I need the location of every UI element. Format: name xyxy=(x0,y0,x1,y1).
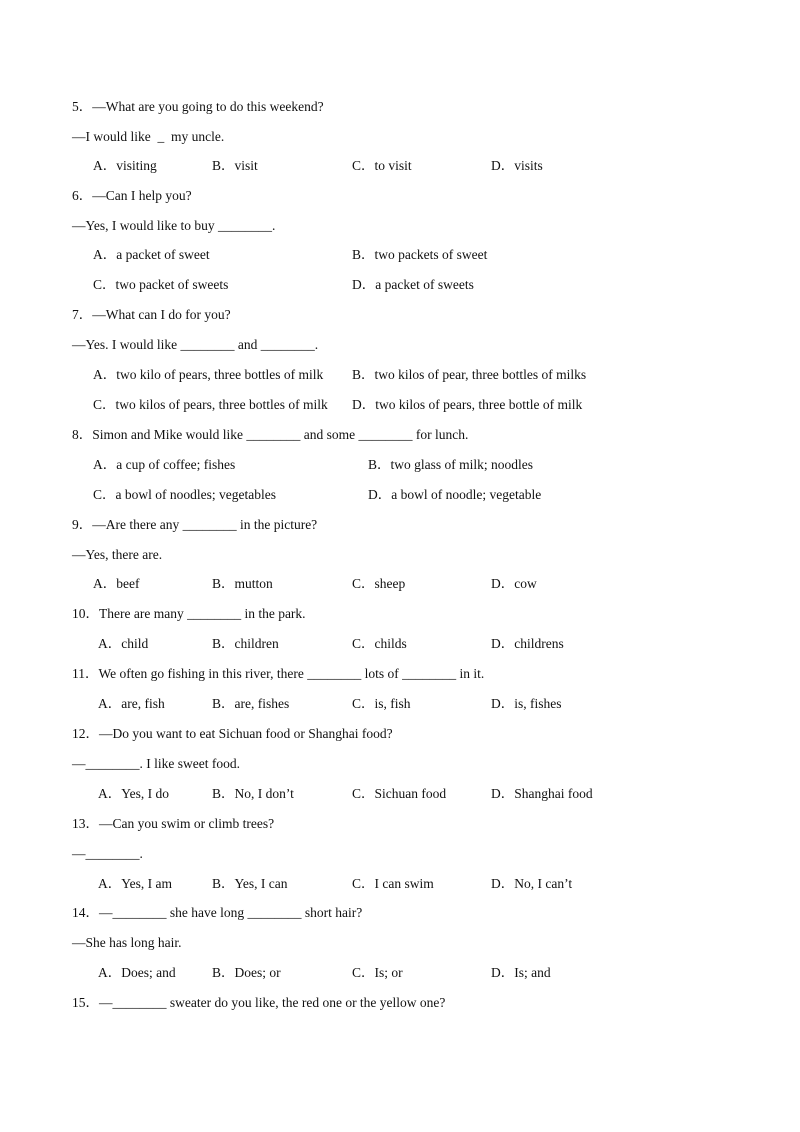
question-9-option-a: A．beef xyxy=(93,576,140,591)
question-5-stem: 5．—What are you going to do this weekend? xyxy=(72,99,324,114)
question-8-stem: 8．Simon and Mike would like ________ and some ________ for lunch. xyxy=(72,427,469,442)
question-10-option-d: D．childrens xyxy=(491,636,564,651)
question-8-option-d: D．a bowl of noodle; vegetable xyxy=(368,487,542,502)
question-14-stem: 14．—________ she have long ________ short hair? xyxy=(72,905,363,920)
question-8-option-a: A．a cup of coffee; fishes xyxy=(93,457,236,472)
question-7-option-c: C．two kilos of pears, three bottles of milk xyxy=(93,397,328,412)
question-14-option-d: D．Is; and xyxy=(491,965,551,980)
question-9-stem: 9．—Are there any ________ in the picture? xyxy=(72,517,318,532)
question-6-option-c: C．two packet of sweets xyxy=(93,277,229,292)
question-12-response: —________. I like sweet food. xyxy=(72,756,240,771)
question-10-option-a: A．child xyxy=(98,636,149,651)
question-10-stem: 10．There are many ________ in the park. xyxy=(72,606,306,621)
question-10-option-b: B．children xyxy=(212,636,279,651)
question-11-option-b: B．are, fishes xyxy=(212,696,290,711)
question-10-option-c: C．childs xyxy=(352,636,407,651)
question-8-option-c: C．a bowl of noodles; vegetables xyxy=(93,487,276,502)
question-12-option-b: B．No, I don’t xyxy=(212,786,294,801)
question-11-option-d: D．is, fishes xyxy=(491,696,562,711)
question-13-option-b: B．Yes, I can xyxy=(212,876,288,891)
question-13-stem: 13．—Can you swim or climb trees? xyxy=(72,816,275,831)
question-5-option-d: D．visits xyxy=(491,158,543,173)
question-9-response: —Yes, there are. xyxy=(72,547,163,562)
question-12-stem: 12．—Do you want to eat Sichuan food or Shanghai food? xyxy=(72,726,393,741)
question-9-option-d: D．cow xyxy=(491,576,537,591)
question-12-option-d: D．Shanghai food xyxy=(491,786,593,801)
question-9-option-c: C．sheep xyxy=(352,576,406,591)
question-14-option-c: C．Is; or xyxy=(352,965,403,980)
question-5-option-c: C．to visit xyxy=(352,158,412,173)
question-7-option-b: B．two kilos of pear, three bottles of milks xyxy=(352,367,587,382)
question-6-option-d: D．a packet of sweets xyxy=(352,277,474,292)
question-6-option-b: B．two packets of sweet xyxy=(352,247,488,262)
question-13-option-c: C．I can swim xyxy=(352,876,434,891)
question-14-option-a: A．Does; and xyxy=(98,965,176,980)
question-12-option-a: A．Yes, I do xyxy=(98,786,170,801)
question-13-response: —________. xyxy=(72,846,143,861)
question-5-response: —I would like _ my uncle. xyxy=(72,129,225,144)
question-13-option-a: A．Yes, I am xyxy=(98,876,173,891)
question-6-option-a: A．a packet of sweet xyxy=(93,247,210,262)
question-5-option-a: A．visiting xyxy=(93,158,157,173)
question-15-stem: 15．—________ sweater do you like, the red one or the yellow one? xyxy=(72,995,446,1010)
question-11-option-a: A．are, fish xyxy=(98,696,165,711)
question-8-option-b: B．two glass of milk; noodles xyxy=(368,457,533,472)
question-6-stem: 6．—Can I help you? xyxy=(72,188,192,203)
question-7-response: —Yes. I would like ________ and ________. xyxy=(72,337,319,352)
question-7-option-a: A．two kilo of pears, three bottles of milk xyxy=(93,367,324,382)
question-12-option-c: C．Sichuan food xyxy=(352,786,447,801)
question-7-option-d: D．two kilos of pears, three bottle of milk xyxy=(352,397,583,412)
question-6-response: —Yes, I would like to buy ________. xyxy=(72,218,276,233)
question-7-stem: 7．—What can I do for you? xyxy=(72,307,231,322)
question-11-stem: 11．We often go fishing in this river, there ________ lots of ________ in it. xyxy=(72,666,485,681)
question-5-option-b: B．visit xyxy=(212,158,258,173)
question-14-option-b: B．Does; or xyxy=(212,965,281,980)
question-9-option-b: B．mutton xyxy=(212,576,273,591)
question-14-response: —She has long hair. xyxy=(72,935,182,950)
question-13-option-d: D．No, I can’t xyxy=(491,876,573,891)
question-11-option-c: C．is, fish xyxy=(352,696,411,711)
